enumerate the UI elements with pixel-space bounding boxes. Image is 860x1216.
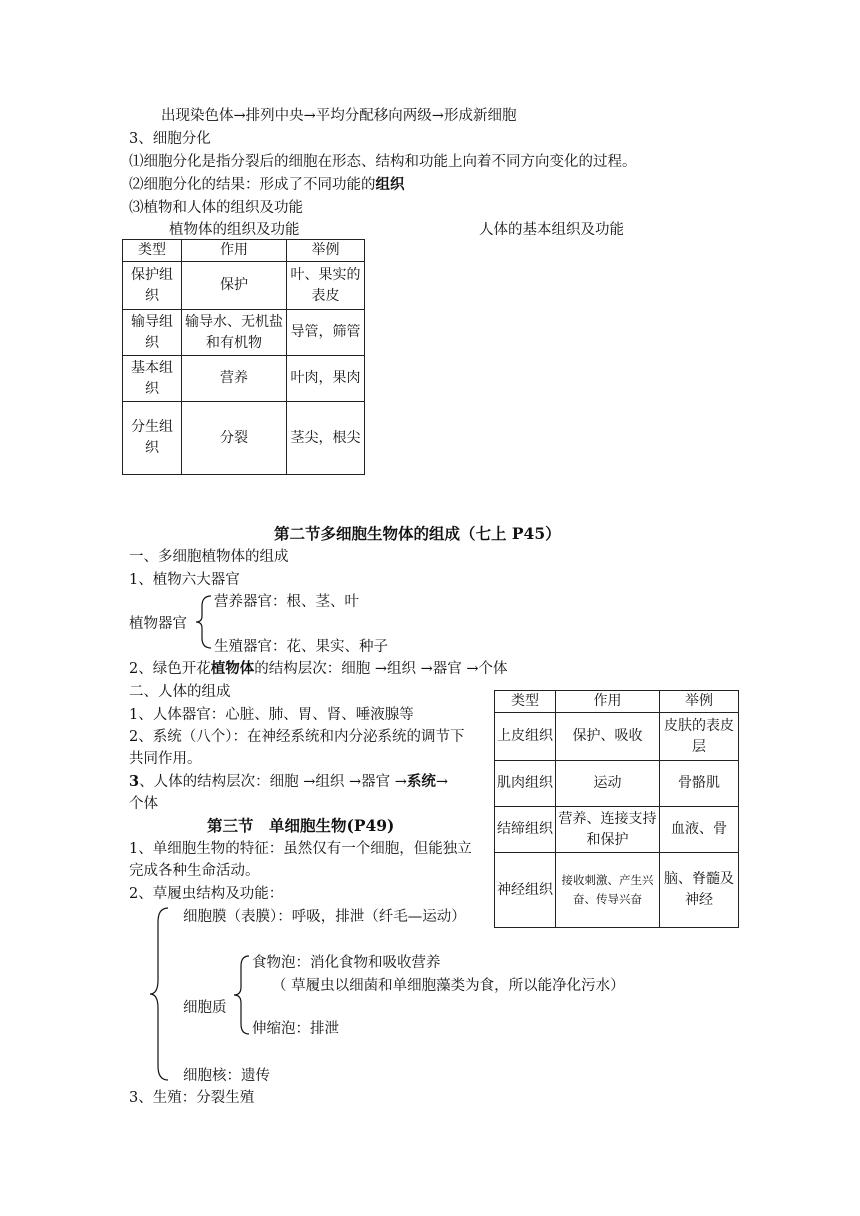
header-cell: 举例 <box>287 240 365 262</box>
human-table-caption: 人体的基本组织及功能 <box>479 222 624 238</box>
food-vacuole: 食物泡：消化食物和吸收营养 <box>252 955 441 971</box>
organs-vegetative: 营养器官：根、茎、叶 <box>214 594 359 610</box>
plant-table-caption: 植物体的组织及功能 <box>169 222 300 238</box>
vacuole-note: （ 草履虫以细菌和单细胞藻类为食，所以能净化污水） <box>272 978 625 994</box>
s3-line-2: 2、草履虫结构及功能： <box>129 886 284 902</box>
diff-tissues: ⑶植物和人体的组织及功能 <box>129 200 303 216</box>
organs-brace <box>195 594 215 650</box>
cell-membrane: 细胞膜（表膜）：呼吸，排泄（纤毛—运动） <box>183 909 466 925</box>
s3-line-3: 3、生殖：分裂生殖 <box>129 1090 255 1106</box>
s2-line-5: 1、人体器官：心脏、肺、胃、肾、唾液腺等 <box>129 707 414 723</box>
table-row: 神经组织 接收刺激、产生兴奋、传导兴奋 脑、脊髓及神经 <box>495 853 739 928</box>
diff-definition: ⑴细胞分化是指分裂后的细胞在形态、结构和功能上向着不同方向变化的过程。 <box>129 154 637 170</box>
section2-title: 第二节多细胞生物体的组成（七上 P45） <box>274 524 561 543</box>
diff-result: ⑵细胞分化的结果：形成了不同功能的组织 <box>129 176 405 193</box>
paramecium-brace <box>148 906 172 1082</box>
table-row: 结缔组织 营养、连接支持和保护 血液、骨 <box>495 807 739 853</box>
s2-line-7b: 个体 <box>129 796 158 812</box>
cytoplasm-label: 细胞质 <box>183 1000 227 1016</box>
s2-line-2: 1、植物六大器官 <box>129 572 240 588</box>
table-row: 上皮组织 保护、吸收 皮肤的表皮层 <box>495 713 739 761</box>
organs-label: 植物器官 <box>129 616 187 632</box>
table-row: 基本组织 营养 叶肉，果肉 <box>123 356 365 402</box>
mitosis-steps: 出现染色体→排列中央→平均分配移向两级→形成新细胞 <box>161 108 517 124</box>
section3-title: 第三节 单细胞生物(P49) <box>207 816 395 835</box>
s2-line-6b: 共同作用。 <box>129 751 202 767</box>
plant-tissue-table <box>122 239 365 475</box>
table-row: 分生组织 分裂 茎尖，根尖 <box>123 402 365 475</box>
s2-line-4: 二、人体的组成 <box>129 684 231 700</box>
cytoplasm-brace <box>233 954 253 1036</box>
header-cell: 作用 <box>182 240 287 262</box>
header-cell: 类型 <box>123 240 182 262</box>
human-tissue-table <box>494 690 739 928</box>
header-cell: 举例 <box>660 691 739 713</box>
contractile-vacuole: 伸缩泡：排泄 <box>252 1021 339 1037</box>
organs-reproductive: 生殖器官：花、果实、种子 <box>214 639 388 655</box>
s3-line-1a: 1、单细胞生物的特征：虽然仅有一个细胞，但能独立 <box>129 841 472 857</box>
table-row: 肌肉组织 运动 骨骼肌 <box>495 761 739 807</box>
nucleus: 细胞核：遗传 <box>183 1068 270 1084</box>
s2-line-3: 2、绿色开花植物体的结构层次：细胞 →组织 →器官 →个体 <box>129 660 508 677</box>
diff-heading: 3、细胞分化 <box>129 131 211 147</box>
table-row: 输导组织 输导水、无机盐和有机物 导管，筛管 <box>123 310 365 356</box>
table-row: 保护组织 保护 叶、果实的表皮 <box>123 262 365 310</box>
s2-line-6a: 2、系统（八个）：在神经系统和内分泌系统的调节下 <box>129 729 465 745</box>
header-cell: 作用 <box>556 691 660 713</box>
s3-line-1b: 完成各种生命活动。 <box>129 863 260 879</box>
header-cell: 类型 <box>495 691 556 713</box>
s2-line-7: 3、人体的结构层次：细胞 →组织 →器官 →系统→ <box>129 773 449 790</box>
s2-line-1: 一、多细胞植物体的组成 <box>129 549 289 565</box>
